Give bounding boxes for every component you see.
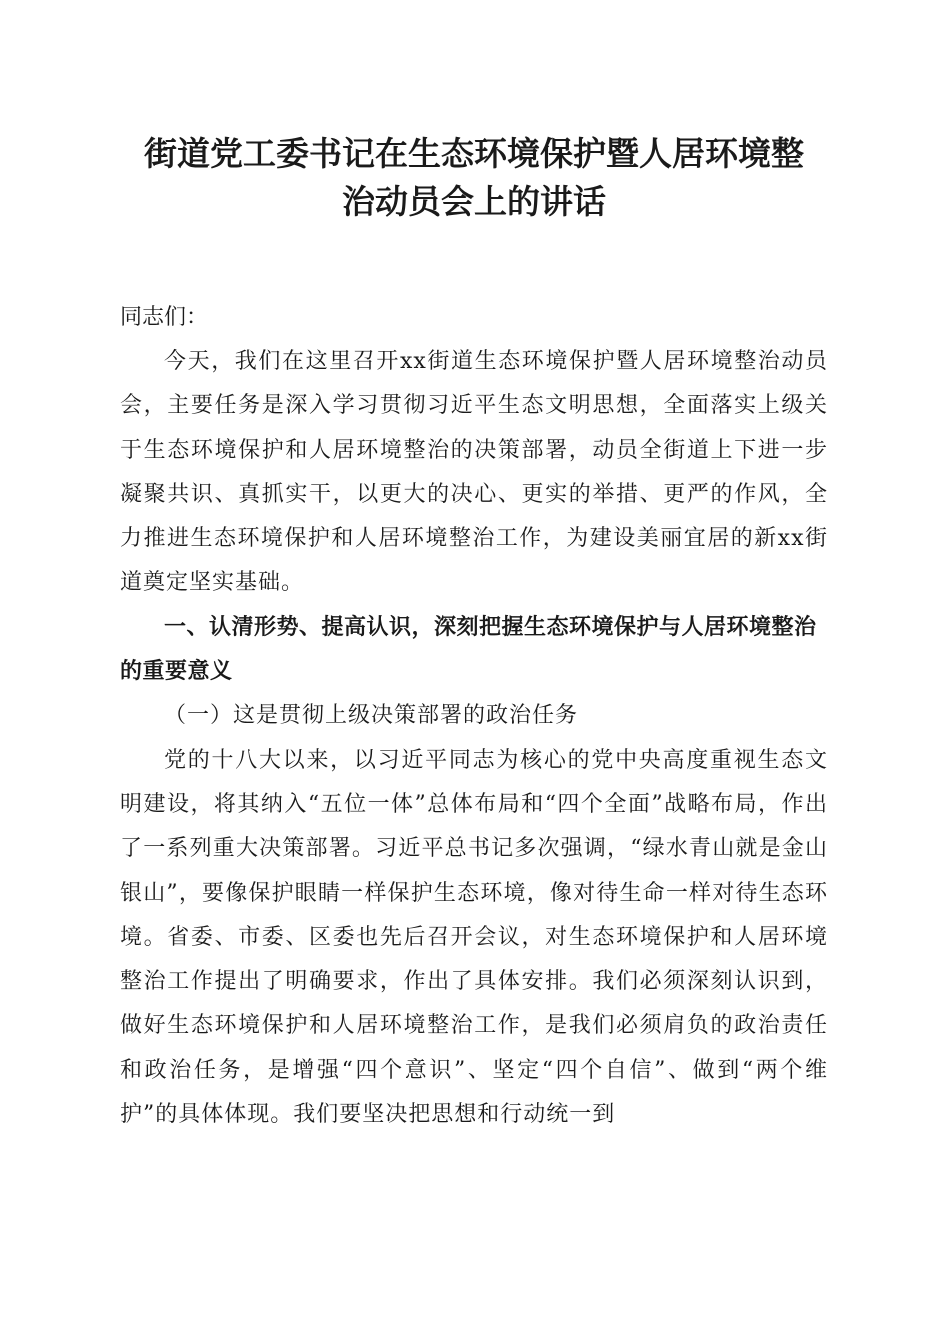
body-paragraph: 党的十八大以来，以习近平同志为核心的党中央高度重视生态文明建设，将其纳入“五位一体”总体布局和“四个全面”战略布局，作出了一系列重大决策部署。习近平总书记多次强调，“绿水青山就是金山银山”，要像保护眼睛一样保护生态环境，像对待生命一样对待生态环境。省委、市委、区委也先后召开会议，对生态环境保护和人居环境整治工作提出了明确要求，作出了具体安排。我们必须深刻认识到，做好生态环境保护和人居环境整治工作，是我们必须肩负的政治责任和政治任务，是增强“四个意识”、坚定“四个自信”、做到“两个维护”的具体体现。我们要坚决把思想和行动统一到 [120, 747, 828, 1128]
intro-paragraph: 今天，我们在这里召开xx街道生态环境保护暨人居环境整治动员会，主要任务是深入学习贯彻习近平生态文明思想，全面落实上级关于生态环境保护和人居环境整治的决策部署，动员全街道上下进一步凝聚共识、真抓实干，以更大的决心、更实的举措、更严的作风，全力推进生态环境保护和人居环境整治工作，为建设美丽宜居的新xx街道奠定坚实基础。 [120, 349, 828, 596]
section-heading-1: 一、认清形势、提高认识，深刻把握生态环境保护与人居环境整治的重要意义 [120, 614, 817, 685]
subsection-heading-1: （一）这是贯彻上级决策部署的政治任务 [164, 703, 579, 729]
document-content [120, 130, 828, 1137]
document-title: 街道党工委书记在生态环境保护暨人居环境整治动员会上的讲话 [144, 134, 804, 221]
salutation: 同志们： [120, 305, 209, 330]
